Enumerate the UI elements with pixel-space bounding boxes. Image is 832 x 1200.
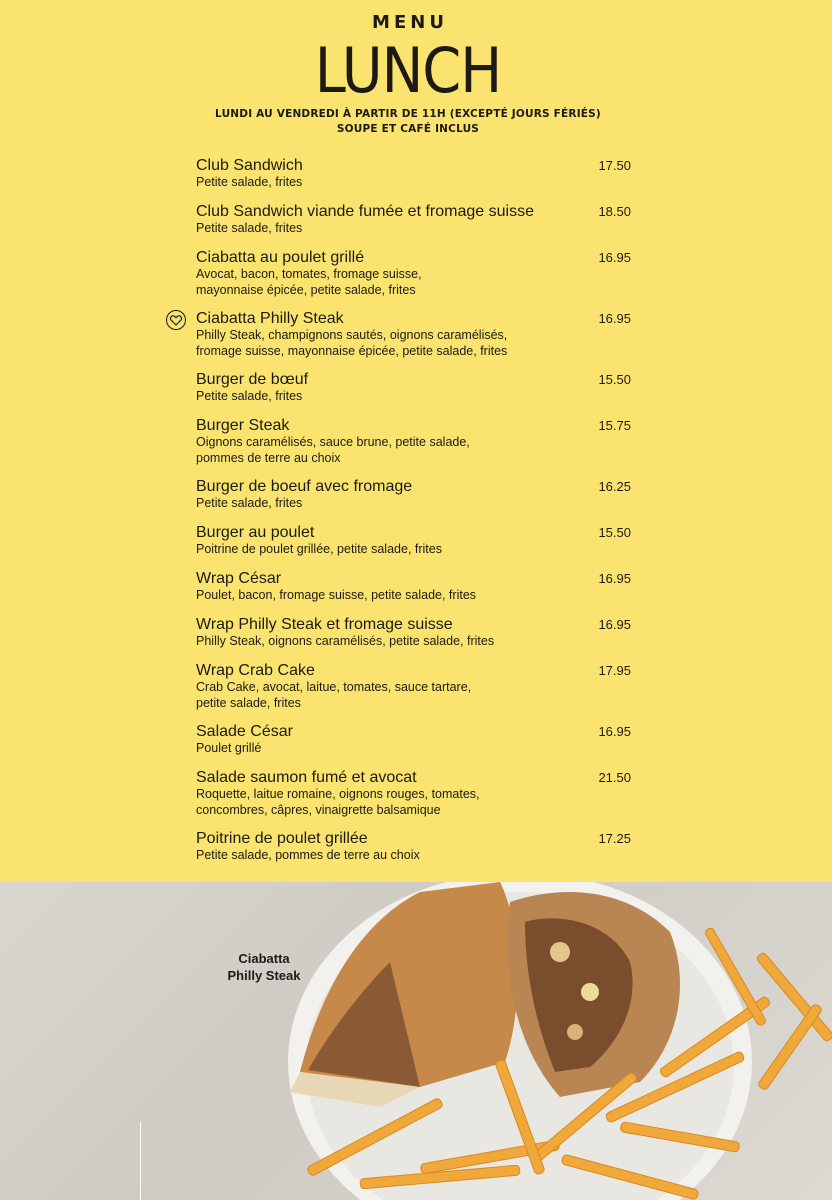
- menu-item-name: Wrap César: [196, 570, 282, 587]
- menu-item-name: Burger Steak: [196, 417, 290, 434]
- menu-item-description: Philly Steak, oignons caramélisés, petite salade, frites: [196, 634, 495, 648]
- menu-item: [196, 370, 636, 405]
- menu-item: [196, 722, 636, 757]
- menu-item-name: Poitrine de poulet grillée: [196, 830, 368, 847]
- menu-item-price: 18.50: [598, 204, 631, 219]
- menu-item-description: Poitrine de poulet grillée, petite salade, frites: [196, 542, 442, 556]
- menu-item-price: 21.50: [598, 770, 631, 785]
- menu-item-name: Club Sandwich viande fumée et fromage suisse: [196, 203, 534, 220]
- menu-item: [196, 569, 636, 604]
- menu-item-description: Philly Steak, champignons sautés, oignons caramélisés, fromage suisse, mayonnaise épicée, petite salade, frites: [196, 328, 508, 358]
- menu-item-description: Crab Cake, avocat, laitue, tomates, sauce tartare, petite salade, frites: [196, 680, 472, 710]
- subtitle-line-1: LUNDI AU VENDREDI À PARTIR DE 11H (EXCEPTÉ JOURS FÉRIÉS): [215, 108, 601, 120]
- dish-photo: [0, 882, 832, 1200]
- menu-item-price: 16.95: [598, 311, 631, 326]
- menu-item: [196, 523, 636, 558]
- menu-item-name: Salade César: [196, 723, 293, 740]
- menu-item-name: Ciabatta Philly Steak: [196, 310, 344, 327]
- caption-line-1: Ciabatta: [238, 951, 290, 966]
- menu-item: [196, 661, 636, 711]
- menu-item-description: Petite salade, frites: [196, 389, 303, 403]
- menu-item-price: 16.95: [598, 250, 631, 265]
- divider-line: [140, 1122, 141, 1200]
- menu-item-name: Club Sandwich: [196, 157, 303, 174]
- heart-icon: [166, 310, 186, 330]
- photo-caption: [214, 950, 314, 984]
- menu-kicker: MENU: [372, 12, 448, 33]
- menu-item-description: Poulet grillé: [196, 741, 262, 755]
- menu-item-name: Burger au poulet: [196, 524, 315, 541]
- menu-item-description: Petite salade, pommes de terre au choix: [196, 848, 420, 862]
- menu-item-price: 17.95: [598, 663, 631, 678]
- menu-item-description: Oignons caramélisés, sauce brune, petite salade, pommes de terre au choix: [196, 435, 470, 465]
- menu-item: [196, 829, 636, 864]
- menu-item: [196, 615, 636, 650]
- menu-item: [196, 477, 636, 512]
- menu-item-price: 17.25: [598, 831, 631, 846]
- menu-item-price: 15.75: [598, 418, 631, 433]
- menu-item: [196, 248, 636, 298]
- menu-item-price: 15.50: [598, 525, 631, 540]
- menu-item-name: Ciabatta au poulet grillé: [196, 249, 365, 266]
- menu-item-name: Wrap Philly Steak et fromage suisse: [196, 616, 453, 633]
- menu-item-price: 16.95: [598, 617, 631, 632]
- subtitle-line-2: SOUPE ET CAFÉ INCLUS: [336, 123, 480, 135]
- menu-item-price: 16.95: [598, 571, 631, 586]
- menu-item-price: 17.50: [598, 158, 631, 173]
- menu-item-description: Avocat, bacon, tomates, fromage suisse, mayonnaise épicée, petite salade, frites: [196, 267, 422, 297]
- menu-item: [196, 416, 636, 466]
- dish-illustration: [0, 882, 832, 1200]
- menu-item: [196, 156, 636, 191]
- menu-item-name: Burger de bœuf: [196, 371, 309, 388]
- menu-item-description: Roquette, laitue romaine, oignons rouges, tomates, concombres, câpres, vinaigrette balsamique: [196, 787, 480, 817]
- menu-item: [196, 768, 636, 818]
- menu-item-name: Burger de boeuf avec fromage: [196, 478, 413, 495]
- menu-item: [196, 202, 636, 237]
- menu-subtitle: [0, 107, 816, 137]
- menu-item-description: Petite salade, frites: [196, 496, 303, 510]
- menu-item-price: 16.25: [598, 479, 631, 494]
- menu-item: [196, 309, 636, 359]
- menu-item-price: 16.95: [598, 724, 631, 739]
- menu-item-description: Poulet, bacon, fromage suisse, petite salade, frites: [196, 588, 477, 602]
- caption-line-2: Philly Steak: [227, 968, 301, 983]
- menu-item-description: Petite salade, frites: [196, 175, 303, 189]
- menu-item-name: Salade saumon fumé et avocat: [196, 769, 417, 786]
- menu-item-description: Petite salade, frites: [196, 221, 303, 235]
- menu-item-name: Wrap Crab Cake: [196, 662, 315, 679]
- page-title: LUNCH: [314, 34, 502, 107]
- menu-item-price: 15.50: [598, 372, 631, 387]
